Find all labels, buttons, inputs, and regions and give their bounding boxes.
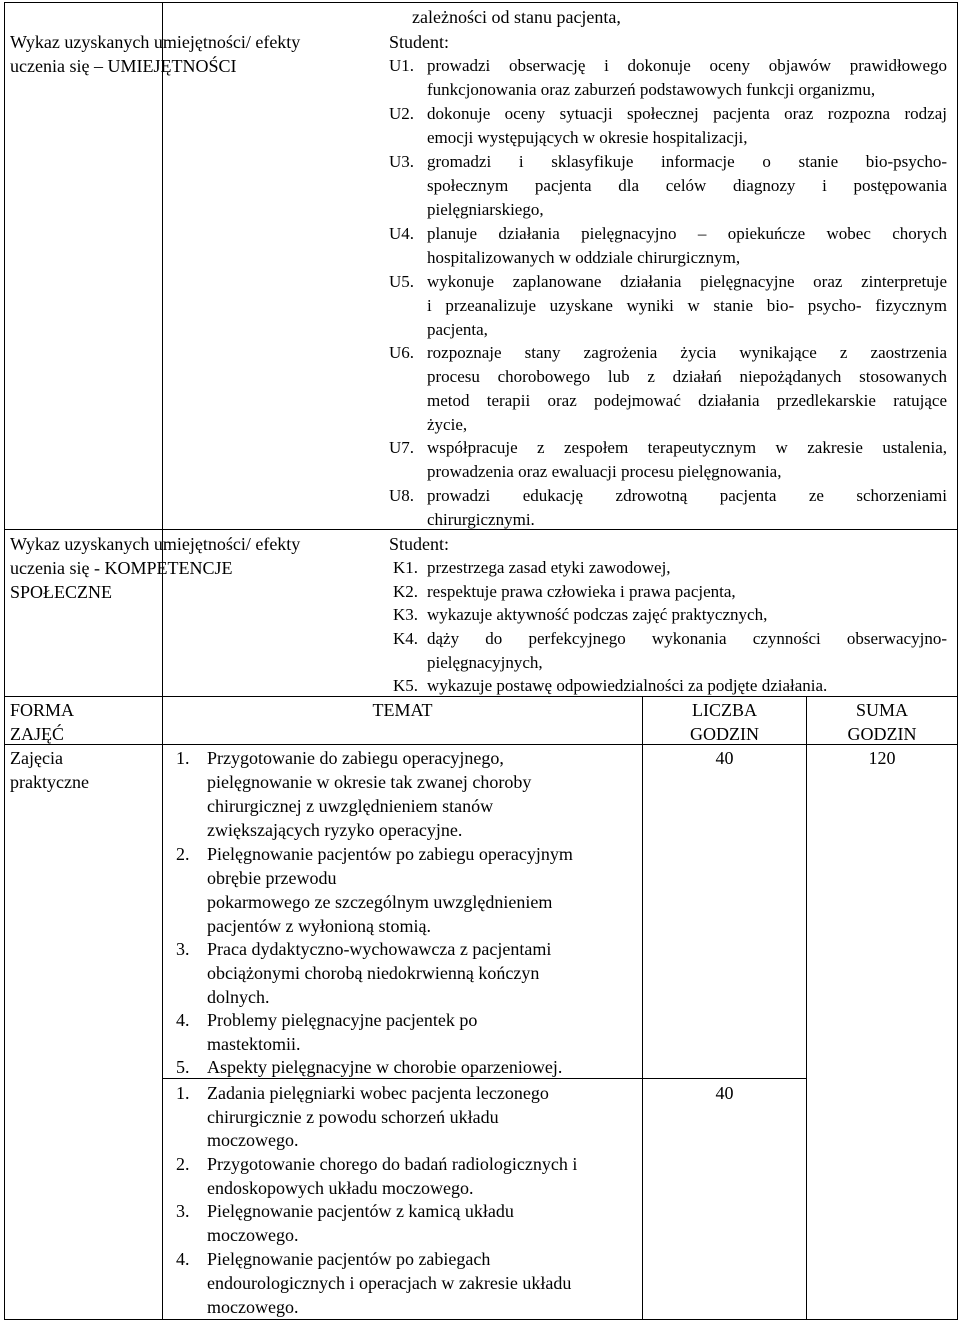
continuation-text: zależności od stanu pacjenta, (412, 7, 621, 27)
b2-i1-line1: Zadania pielęgniarki wobec pacjenta leczonego (207, 1083, 549, 1103)
u3-line2: społecznym pacjenta dla celów diagnozy i postępowania (427, 176, 947, 195)
header-suma-line2: GODZIN (847, 724, 917, 744)
b1-i2-line3: pokarmowego ze szczególnym uwzględnieniem (207, 892, 553, 912)
k1-code: K1. (393, 558, 419, 577)
u6-line1: rozpoznaje stany zagrożenia życia wynikające z zaostrzenia (427, 343, 947, 362)
u2-code: U2. (389, 104, 415, 123)
suma-value: 120 (868, 748, 896, 768)
b2-i4-line3: moczowego. (207, 1297, 299, 1317)
b1-i3-line2: obciążonymi chorobą niedokrwienną kończyn (207, 963, 540, 983)
block1-hours: 40 (715, 748, 734, 768)
u6-line4: życie, (427, 415, 468, 434)
b1-i2-line2: obrębie przewodu (207, 868, 337, 888)
b2-i1-line2: chirurgicznie z powodu schorzeń układu (207, 1107, 499, 1127)
u6-code: U6. (389, 343, 415, 362)
k3-line1: wykazuje aktywność podczas zajęć praktycznych, (427, 605, 768, 624)
b2-i3-num: 3. (176, 1201, 190, 1221)
u4-line1: planuje działania pielęgnacyjno – opiekuńcze wobec chorych (427, 224, 947, 243)
b1-i1-line2: pielęgnowanie w okresie tak zwanej choroby (207, 772, 532, 792)
b1-i1-line4: zwiększających ryzyko operacyjne. (207, 820, 463, 840)
kompetencje-label-line1: Wykaz uzyskanych umiejętności/ efekty (10, 534, 301, 554)
k2-code: K2. (393, 582, 419, 601)
left-column-divider (162, 2, 163, 1320)
u8-line1: prowadzi edukację zdrowotną pacjenta ze schorzeniami (427, 486, 947, 505)
b1-i2-line1: Pielęgnowanie pacjentów po zabiegu operacyjnym (207, 844, 573, 864)
b1-i5-num: 5. (176, 1057, 190, 1077)
u5-line2: i przeanalizuje uzyskane wyniki w stanie bio- psycho- fizycznym (427, 296, 947, 315)
u2-line2: emocji występujących w okresie hospitalizacji, (427, 128, 748, 147)
u3-line1: gromadzi i sklasyfikuje informacje o stanie bio-psycho- (427, 152, 947, 171)
header-suma-line1: SUMA (855, 700, 908, 720)
k1-line1: przestrzega zasad etyki zawodowej, (427, 558, 671, 577)
umiejetnosci-label-line1: Wykaz uzyskanych umiejętności/ efekty (10, 32, 301, 52)
umiejetnosci-label-line2: uczenia się – UMIEJĘTNOŚCI (10, 56, 237, 76)
forma-value-line2: praktyczne (10, 772, 89, 792)
u2-line1: dokonuje oceny sytuacji społecznej pacjenta oraz rozpozna rodzaj (427, 104, 947, 123)
u7-code: U7. (389, 438, 415, 457)
b1-i1-line1: Przygotowanie do zabiegu operacyjnego, (207, 748, 504, 768)
u8-line2: chirurgicznymi. (427, 510, 535, 529)
k2-line1: respektuje prawa człowieka i prawa pacjenta, (427, 582, 736, 601)
b1-i4-num: 4. (176, 1010, 190, 1030)
b1-i5-line1: Aspekty pielęgnacyjne w chorobie oparzeniowej. (207, 1057, 563, 1077)
b2-i3-line1: Pielęgnowanie pacjentów z kamicą układu (207, 1201, 514, 1221)
header-liczba-line1: LICZBA (692, 700, 757, 720)
u4-line2: hospitalizowanych w oddziale chirurgicznym, (427, 248, 741, 267)
u7-line2: prowadzenia oraz ewaluacji procesu pielęgnowania, (427, 462, 782, 481)
b1-i3-line1: Praca dydaktyczno-wychowawcza z pacjentami (207, 939, 552, 959)
border-left (4, 2, 5, 1320)
b2-i3-line2: moczowego. (207, 1225, 299, 1245)
b2-i4-line1: Pielęgnowanie pacjentów po zabiegach (207, 1249, 491, 1269)
b1-i3-line3: dolnych. (207, 987, 270, 1007)
k5-line1: wykazuje postawę odpowiedzialności za podjęte działania. (427, 676, 828, 695)
k4-line1: dąży do perfekcyjnego wykonania czynności obserwacyjno- (427, 629, 947, 648)
b2-i2-line1: Przygotowanie chorego do badań radiologicznych i (207, 1154, 578, 1174)
u1-line1: prowadzi obserwację i dokonuje oceny objawów prawidłowego (427, 56, 947, 75)
u3-line3: pielęgniarskiego, (427, 200, 544, 219)
divider-liczba-suma (806, 696, 807, 1320)
b1-i4-line1: Problemy pielęgnacyjne pacjentek po (207, 1010, 478, 1030)
u8-code: U8. (389, 486, 415, 505)
u1-code: U1. (389, 56, 415, 75)
divider-temat-liczba (642, 696, 643, 1320)
kompetencje-label-line3: SPOŁECZNE (10, 582, 113, 602)
u6-line2: procesu chorobowego lub z działań niepożądanych stosowanych (427, 367, 947, 386)
b2-i2-num: 2. (176, 1154, 190, 1174)
b1-i1-num: 1. (176, 748, 190, 768)
b2-i4-num: 4. (176, 1249, 190, 1269)
b2-i1-line3: moczowego. (207, 1130, 299, 1150)
u5-line3: pacjenta, (427, 320, 488, 339)
k4-line2: pielęgnacyjnych, (427, 653, 543, 672)
k4-code: K4. (393, 629, 419, 648)
u3-code: U3. (389, 152, 415, 171)
header-forma-line1: FORMA (10, 700, 75, 720)
umiejetnosci-student: Student: (389, 32, 450, 52)
b1-i3-num: 3. (176, 939, 190, 959)
b1-i2-line4: pacjentów z wyłonioną stomią. (207, 916, 431, 936)
border-right (957, 2, 958, 1320)
u1-line2: funkcjonowania oraz zaburzeń podstawowych funkcji organizmu, (427, 80, 876, 99)
kompetencje-student: Student: (389, 534, 450, 554)
b2-i4-line2: endourologicznych i operacjach w zakresie układu (207, 1273, 572, 1293)
header-temat: TEMAT (372, 700, 433, 720)
b2-i2-line2: endoskopowych układu moczowego. (207, 1178, 474, 1198)
u6-line3: metod terapii oraz podejmować działania przedlekarskie ratujące (427, 391, 947, 410)
header-liczba-line2: GODZIN (690, 724, 759, 744)
k3-code: K3. (393, 605, 419, 624)
u5-code: U5. (389, 272, 415, 291)
block2-hours: 40 (715, 1083, 734, 1103)
u7-line1: współpracuje z zespołem terapeutycznym w zakresie ustalenia, (427, 438, 947, 457)
border-top (4, 2, 958, 3)
b1-i4-line2: mastektomii. (207, 1034, 301, 1054)
k5-code: K5. (393, 676, 419, 695)
u5-line1: wykonuje zaplanowane działania pielęgnacyjne oraz zinterpretuje (427, 272, 947, 291)
forma-value-line1: Zajęcia (10, 748, 63, 768)
b1-i2-num: 2. (176, 844, 190, 864)
border-bottom (4, 1319, 958, 1320)
u4-code: U4. (389, 224, 415, 243)
kompetencje-label-line2: uczenia się - KOMPETENCJE (10, 558, 233, 578)
b1-i1-line3: chirurgicznej z uwzględnieniem stanów (207, 796, 494, 816)
b2-i1-num: 1. (176, 1083, 190, 1103)
header-forma-line2: ZAJĘĆ (10, 724, 64, 744)
